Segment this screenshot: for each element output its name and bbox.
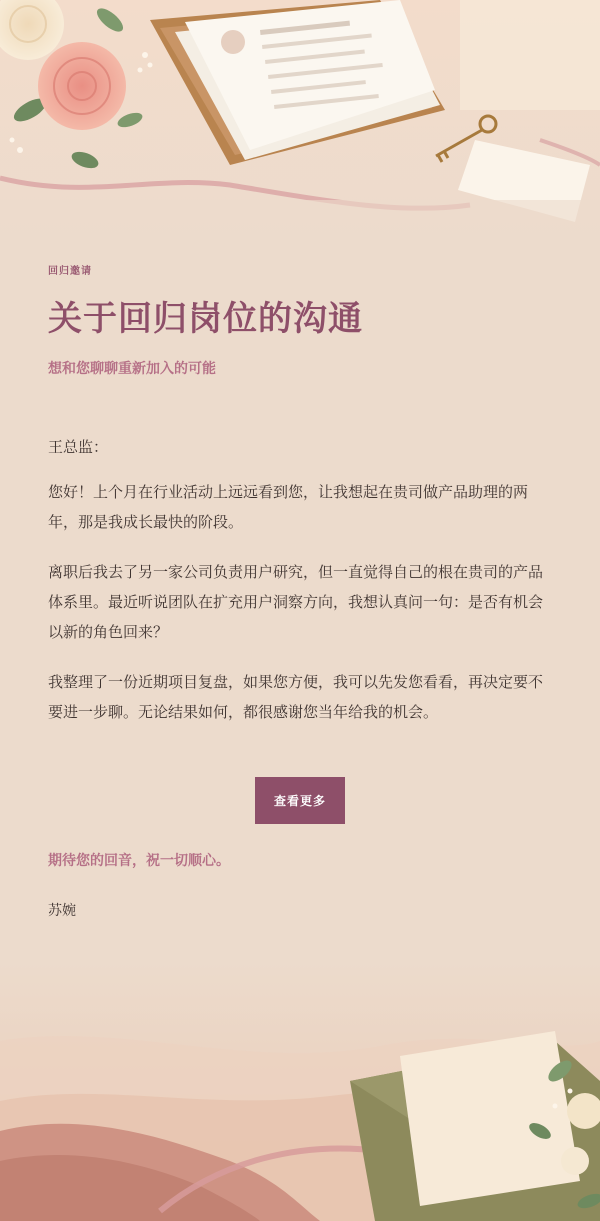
letter-closing: 期待您的回音，祝一切顺心。 [48, 852, 230, 869]
eyebrow-label: 回归邀请 [48, 266, 92, 277]
button-container [48, 777, 552, 824]
letter-greeting: 王总监： [48, 437, 109, 456]
letter-paragraph: 您好！上个月在行业活动上远远看到您，让我想起在贵司做产品助理的两年，那是我成长最快的阶段。 [48, 482, 529, 531]
page-subtitle: 想和您聊聊重新加入的可能 [48, 360, 216, 377]
letter-paragraph: 我整理了一份近期项目复盘，如果您方便，我可以先发您看看，再决定要不要进一步聊。无论结果如何，都很感谢您当年给我的机会。 [48, 672, 544, 721]
letter-paragraph: 离职后我去了另一家公司负责用户研究，但一直觉得自己的根在贵司的产品体系里。最近听说团队在扩充用户洞察方向，我想认真问一句：是否有机会以新的角色回来？ [48, 562, 544, 641]
footer-illustration [0, 961, 600, 1221]
page-title: 关于回归岗位的沟通 [48, 299, 363, 339]
letter-signature: 苏婉 [48, 902, 76, 919]
letter-content [48, 262, 552, 920]
view-more-button[interactable]: 查看更多 [255, 777, 345, 824]
header-illustration [0, 0, 600, 250]
